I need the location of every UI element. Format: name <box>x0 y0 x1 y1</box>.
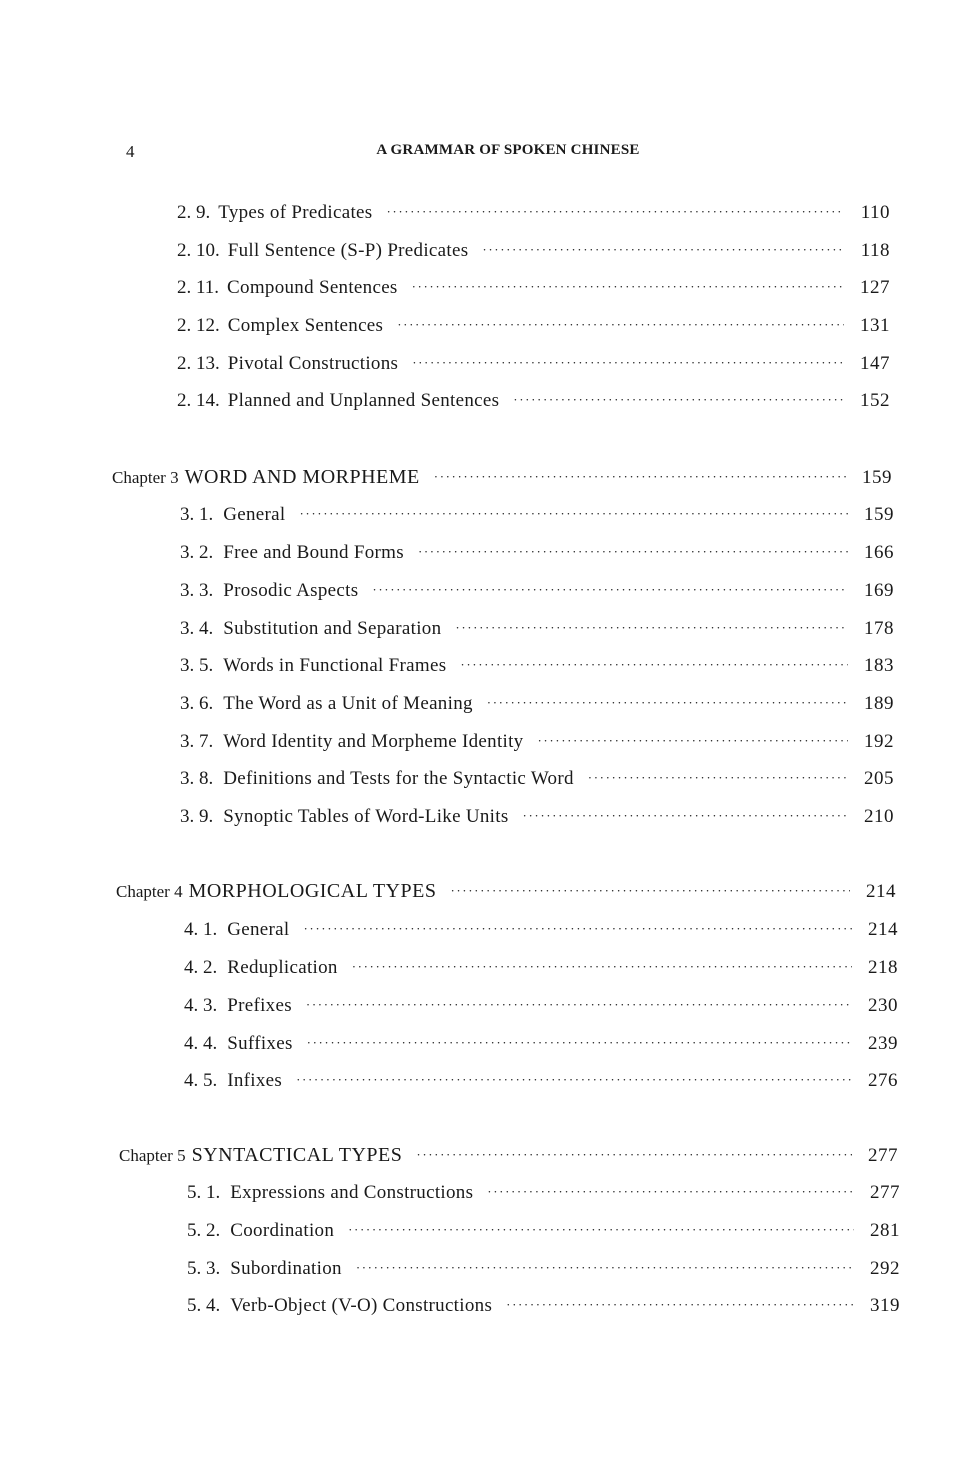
page-reference: 152 <box>860 390 890 411</box>
section-title: Pivotal Constructions <box>227 353 399 374</box>
section-title: Prefixes <box>227 995 292 1016</box>
dot-leader <box>386 199 844 225</box>
section-title: Free and Bound Forms <box>223 542 404 563</box>
page-reference: 214 <box>868 919 898 940</box>
section-number: 2. 14. <box>177 390 220 411</box>
dot-leader <box>416 1142 852 1168</box>
section-number: 4. 1. <box>184 919 218 940</box>
toc-section-entry <box>180 804 894 830</box>
toc-section-entry <box>187 1256 900 1282</box>
toc-chapter-entry <box>112 464 892 490</box>
dot-leader <box>397 312 844 338</box>
section-title: Suffixes <box>227 1033 293 1054</box>
page-reference: 127 <box>860 277 890 298</box>
toc-section-entry <box>180 691 894 717</box>
section-title: Words in Functional Frames <box>223 655 447 676</box>
section-title: Compound Sentences <box>227 277 398 298</box>
section-number: 5. 4. <box>187 1295 221 1316</box>
toc-chapter-entry <box>119 1142 898 1168</box>
section-number: 3. 3. <box>180 580 214 601</box>
page-reference: 131 <box>860 315 890 336</box>
section-number: 4. 2. <box>184 957 218 978</box>
dot-leader <box>299 501 848 527</box>
dot-leader <box>348 1217 854 1243</box>
toc-section-entry <box>177 313 890 339</box>
toc-section-entry <box>184 1031 898 1057</box>
toc-section-entry <box>184 955 898 981</box>
toc-section-entry <box>177 200 890 226</box>
chapter-label: Chapter 5 <box>119 1146 186 1165</box>
section-number: 4. 5. <box>184 1070 218 1091</box>
page-reference: 239 <box>868 1033 898 1054</box>
section-title: Subordination <box>230 1258 342 1279</box>
chapter-label: Chapter 4 <box>116 882 183 901</box>
toc-section-entry <box>180 616 894 642</box>
toc-section-entry <box>184 993 898 1019</box>
page-reference: 210 <box>864 806 894 827</box>
section-title: General <box>223 504 286 525</box>
section-title: Expressions and Constructions <box>230 1182 474 1203</box>
section-number: 2. 10. <box>177 240 220 261</box>
dot-leader <box>506 1292 854 1318</box>
dot-leader <box>412 350 844 376</box>
dot-leader <box>303 916 852 942</box>
page-reference: 281 <box>870 1220 900 1241</box>
dot-leader <box>307 1030 852 1056</box>
dot-leader <box>513 387 844 413</box>
page-reference: 319 <box>870 1295 900 1316</box>
toc-chapter-entry <box>116 878 896 904</box>
dot-leader <box>523 803 848 829</box>
section-number: 5. 1. <box>187 1182 221 1203</box>
toc-section-entry <box>187 1293 900 1319</box>
toc-section-entry <box>187 1218 900 1244</box>
running-title: A GRAMMAR OF SPOKEN CHINESE <box>376 142 640 158</box>
page-reference: 159 <box>862 467 892 488</box>
section-title: Coordination <box>230 1220 335 1241</box>
section-number: 4. 4. <box>184 1033 218 1054</box>
section-number: 4. 3. <box>184 995 218 1016</box>
section-number: 3. 4. <box>180 618 214 639</box>
toc-section-entry <box>177 351 890 377</box>
page-reference: 147 <box>860 353 890 374</box>
page-reference: 183 <box>864 655 894 676</box>
dot-leader <box>306 992 852 1018</box>
chapter-title: SYNTACTICAL TYPES <box>191 1144 403 1166</box>
section-number: 2. 12. <box>177 315 220 336</box>
toc-section-entry <box>187 1180 900 1206</box>
section-title: Infixes <box>227 1070 283 1091</box>
section-title: Word Identity and Morpheme Identity <box>223 731 524 752</box>
dot-leader <box>537 728 848 754</box>
page-reference: 292 <box>870 1258 900 1279</box>
page-reference: 276 <box>868 1070 898 1091</box>
toc-section-entry <box>180 540 894 566</box>
toc-section-entry <box>177 388 890 414</box>
page-reference: 192 <box>864 731 894 752</box>
section-title: Verb-Object (V-O) Constructions <box>230 1295 493 1316</box>
section-number: 3. 2. <box>180 542 214 563</box>
toc-section-entry <box>180 653 894 679</box>
section-title: Types of Predicates <box>218 202 373 223</box>
dot-leader <box>482 237 844 263</box>
dot-leader <box>352 954 852 980</box>
toc-section-entry <box>180 729 894 755</box>
dot-leader <box>372 577 848 603</box>
section-number: 2. 9. <box>177 202 211 223</box>
section-title: Substitution and Separation <box>223 618 442 639</box>
page-reference: 218 <box>868 957 898 978</box>
dot-leader <box>356 1255 854 1281</box>
section-title: Full Sentence (S-P) Predicates <box>227 240 469 261</box>
toc-section-entry <box>180 578 894 604</box>
chapter-label: Chapter 3 <box>112 468 179 487</box>
section-title: Reduplication <box>227 957 338 978</box>
section-title: Planned and Unplanned Sentences <box>227 390 500 411</box>
page-reference: 166 <box>864 542 894 563</box>
toc-section-entry <box>180 502 894 528</box>
page-number: 4 <box>126 142 135 161</box>
dot-leader <box>434 464 846 490</box>
page-reference: 169 <box>864 580 894 601</box>
dot-leader <box>455 615 848 641</box>
section-number: 3. 7. <box>180 731 214 752</box>
chapter-title: WORD AND MORPHEME <box>184 466 420 488</box>
section-number: 2. 11. <box>177 277 220 298</box>
chapter-title: MORPHOLOGICAL TYPES <box>188 880 437 902</box>
toc-section-entry <box>180 766 894 792</box>
page-reference: 277 <box>868 1145 898 1166</box>
toc-section-entry <box>177 238 890 264</box>
dot-leader <box>487 690 848 716</box>
page-reference: 214 <box>866 881 896 902</box>
toc-section-entry <box>184 917 898 943</box>
page-reference: 205 <box>864 768 894 789</box>
dot-leader <box>418 539 848 565</box>
dot-leader <box>412 274 844 300</box>
section-title: Synoptic Tables of Word-Like Units <box>223 806 509 827</box>
section-number: 2. 13. <box>177 353 220 374</box>
page-reference: 178 <box>864 618 894 639</box>
section-title: Definitions and Tests for the Syntactic Word <box>223 768 574 789</box>
section-number: 3. 1. <box>180 504 214 525</box>
page-reference: 159 <box>864 504 894 525</box>
page-reference: 230 <box>868 995 898 1016</box>
section-title: Complex Sentences <box>227 315 384 336</box>
section-title: Prosodic Aspects <box>223 580 359 601</box>
toc-section-entry <box>184 1068 898 1094</box>
dot-leader <box>460 652 848 678</box>
page-reference: 189 <box>864 693 894 714</box>
section-number: 5. 3. <box>187 1258 221 1279</box>
section-number: 5. 2. <box>187 1220 221 1241</box>
dot-leader <box>487 1179 854 1205</box>
section-title: General <box>227 919 290 940</box>
section-number: 3. 6. <box>180 693 214 714</box>
toc-section-entry <box>177 275 890 301</box>
section-number: 3. 8. <box>180 768 214 789</box>
dot-leader <box>588 765 848 791</box>
page-reference: 277 <box>870 1182 900 1203</box>
page-reference: 110 <box>860 202 890 223</box>
section-title: The Word as a Unit of Meaning <box>223 693 473 714</box>
section-number: 3. 5. <box>180 655 214 676</box>
dot-leader <box>450 878 850 904</box>
page-reference: 118 <box>860 240 890 261</box>
dot-leader <box>296 1067 852 1093</box>
section-number: 3. 9. <box>180 806 214 827</box>
